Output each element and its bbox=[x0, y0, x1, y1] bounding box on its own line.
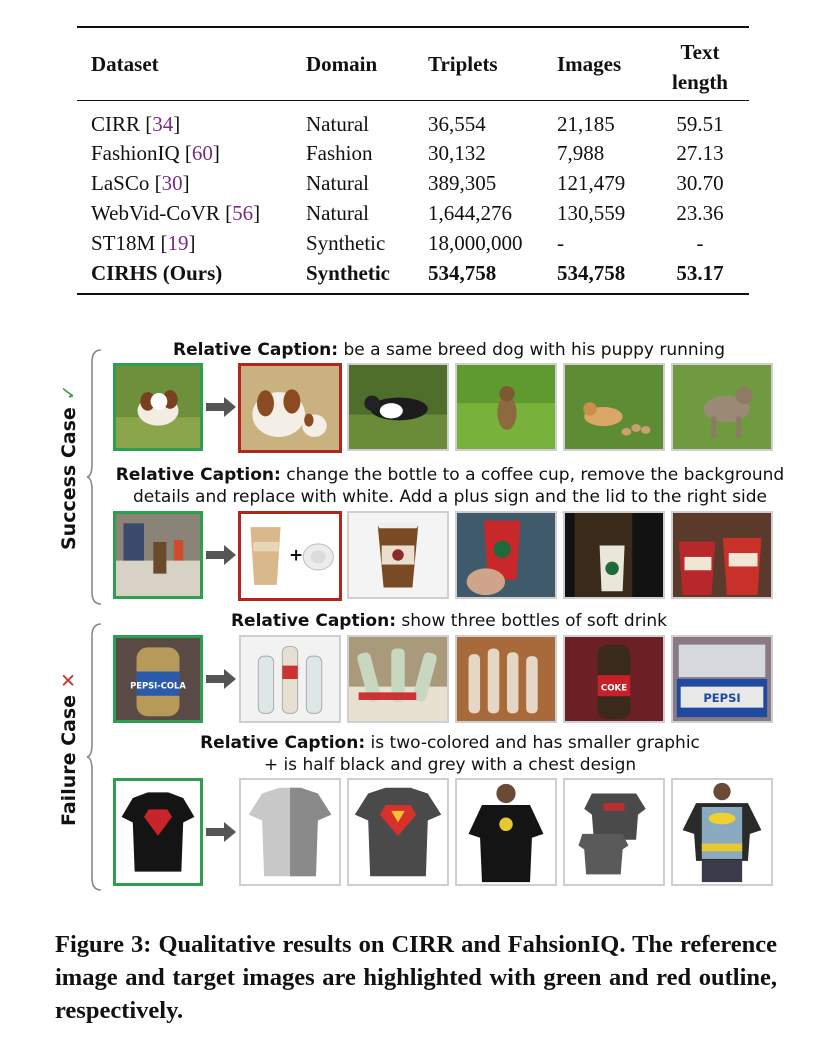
result-image bbox=[455, 363, 557, 451]
table-row bbox=[77, 141, 749, 171]
header-text-length bbox=[660, 37, 740, 97]
result-image bbox=[455, 778, 557, 886]
success-case-text: Success Case bbox=[58, 407, 80, 550]
domain-cell: Natural bbox=[306, 112, 369, 136]
images-cell: 534,758 bbox=[557, 261, 626, 285]
dataset-name: CIRHS (Ours) bbox=[91, 261, 223, 285]
domain-cell: Synthetic bbox=[306, 231, 386, 255]
figure-caption: Figure 3: Qualitative results on CIRR and FahsionIQ. The reference image and target images are highlighted with green and red outline, respectively. bbox=[55, 931, 777, 1024]
caption-prefix: Relative Caption: bbox=[230, 611, 397, 631]
triplets-cell: 36,554 bbox=[428, 112, 486, 136]
arrow-icon bbox=[206, 669, 236, 689]
caption-row-4 bbox=[90, 732, 810, 776]
table-row bbox=[77, 201, 749, 231]
table-mid-rule bbox=[77, 100, 749, 101]
result-image bbox=[671, 635, 773, 723]
target-image bbox=[238, 511, 342, 601]
dataset-name: WebVid-CoVR bbox=[91, 201, 220, 225]
result-image bbox=[563, 778, 665, 886]
images-cell: 121,479 bbox=[557, 171, 626, 195]
dataset-name: FashionIQ bbox=[91, 141, 180, 165]
reference-image bbox=[113, 511, 203, 599]
failure-case-text: Failure Case bbox=[58, 694, 80, 826]
dataset-name-cell: ST18M [19] bbox=[91, 231, 196, 255]
caption-text-line-2: + is half black and grey with a chest design bbox=[263, 755, 637, 775]
citation-link[interactable]: 34 bbox=[152, 112, 174, 136]
caption-text: be a same breed dog with his puppy running bbox=[343, 340, 725, 360]
header-triplets: Triplets bbox=[428, 52, 498, 76]
triplets-cell: 30,132 bbox=[428, 141, 486, 165]
domain-cell: Synthetic bbox=[306, 261, 390, 285]
header-dataset: Dataset bbox=[91, 52, 159, 76]
result-image bbox=[347, 363, 449, 451]
svg-text:+: + bbox=[289, 544, 304, 565]
citation-link[interactable]: 19 bbox=[167, 231, 189, 255]
caption-row-2 bbox=[90, 464, 810, 508]
text-length-cell: 59.51 bbox=[676, 112, 724, 136]
result-image bbox=[671, 511, 773, 599]
table-row bbox=[77, 261, 749, 291]
arrow-icon bbox=[206, 822, 236, 842]
result-image bbox=[671, 778, 773, 886]
domain-cell: Natural bbox=[306, 171, 369, 195]
text-length-cell: 30.70 bbox=[676, 171, 724, 195]
result-image bbox=[563, 511, 665, 599]
result-image bbox=[563, 363, 665, 451]
text-length-cell: 23.36 bbox=[676, 201, 724, 225]
table-header bbox=[77, 26, 749, 100]
reference-image bbox=[113, 635, 203, 723]
target-image bbox=[238, 363, 342, 453]
header-length: length bbox=[671, 70, 728, 94]
caption-text: is two-colored and has smaller graphic bbox=[370, 733, 700, 753]
text-length-cell: - bbox=[696, 231, 704, 255]
text-length-cell: 53.17 bbox=[676, 261, 724, 285]
dataset-name-cell: CIRR [34] bbox=[91, 112, 181, 136]
dataset-name-cell bbox=[91, 261, 222, 286]
dataset-name-cell: FashionIQ [60] bbox=[91, 141, 220, 165]
caption-text: show three bottles of soft drink bbox=[401, 611, 668, 631]
reference-image bbox=[113, 778, 203, 886]
caption-text-line-2: details and replace with white. Add a plus sign and the lid to the right side bbox=[133, 487, 767, 507]
result-image bbox=[455, 635, 557, 723]
dataset-name: ST18M bbox=[91, 231, 156, 255]
caption-row-3 bbox=[110, 611, 788, 631]
triplets-cell: 389,305 bbox=[428, 171, 497, 195]
result-image bbox=[239, 635, 341, 723]
domain-cell: Fashion bbox=[306, 141, 373, 165]
table-row bbox=[77, 231, 749, 261]
caption-text: change the bottle to a coffee cup, remove the background bbox=[286, 465, 785, 485]
dataset-name: CIRR bbox=[91, 112, 141, 136]
failure-case-label bbox=[58, 672, 80, 826]
result-image bbox=[347, 511, 449, 599]
header-images: Images bbox=[557, 52, 622, 76]
caption-prefix: Relative Caption: bbox=[115, 465, 281, 485]
svg-text:PEPSI-COLA: PEPSI-COLA bbox=[130, 680, 186, 691]
images-cell: - bbox=[557, 231, 564, 255]
table-row bbox=[77, 171, 749, 201]
svg-text:PEPSI: PEPSI bbox=[703, 690, 741, 705]
dataset-name-cell: LaSCo [30] bbox=[91, 171, 190, 195]
domain-cell: Natural bbox=[306, 201, 369, 225]
triplets-cell: 1,644,276 bbox=[428, 201, 512, 225]
citation-link[interactable]: 30 bbox=[161, 171, 183, 195]
reference-image bbox=[113, 363, 203, 451]
images-cell: 130,559 bbox=[557, 201, 626, 225]
caption-prefix: Relative Caption: bbox=[200, 733, 366, 753]
success-case-label bbox=[58, 385, 80, 550]
arrow-icon bbox=[206, 397, 236, 417]
citation-link[interactable]: 60 bbox=[191, 141, 213, 165]
dataset-name-cell: WebVid-CoVR [56] bbox=[91, 201, 261, 225]
result-image bbox=[347, 778, 449, 886]
result-image bbox=[239, 778, 341, 886]
result-image bbox=[671, 363, 773, 451]
arrow-icon bbox=[206, 545, 236, 565]
citation-link[interactable]: 56 bbox=[232, 201, 254, 225]
cross-icon: ✕ bbox=[58, 672, 80, 689]
qualitative-figure bbox=[0, 330, 831, 910]
caption-row-1 bbox=[110, 340, 788, 360]
result-image bbox=[347, 635, 449, 723]
dataset-name: LaSCo bbox=[91, 171, 150, 195]
images-cell: 21,185 bbox=[557, 112, 615, 136]
result-image bbox=[455, 511, 557, 599]
images-cell: 7,988 bbox=[557, 141, 605, 165]
caption-prefix: Relative Caption: bbox=[173, 340, 339, 360]
header-domain: Domain bbox=[306, 52, 378, 76]
text-length-cell: 27.13 bbox=[676, 141, 724, 165]
svg-text:COKE: COKE bbox=[600, 683, 628, 694]
check-icon: ✓ bbox=[58, 384, 80, 401]
triplets-cell: 534,758 bbox=[428, 261, 497, 285]
header-text: Text bbox=[680, 40, 720, 64]
triplets-cell: 18,000,000 bbox=[428, 231, 523, 255]
result-image bbox=[563, 635, 665, 723]
table-row bbox=[77, 112, 749, 142]
table-bottom-rule bbox=[77, 293, 749, 295]
